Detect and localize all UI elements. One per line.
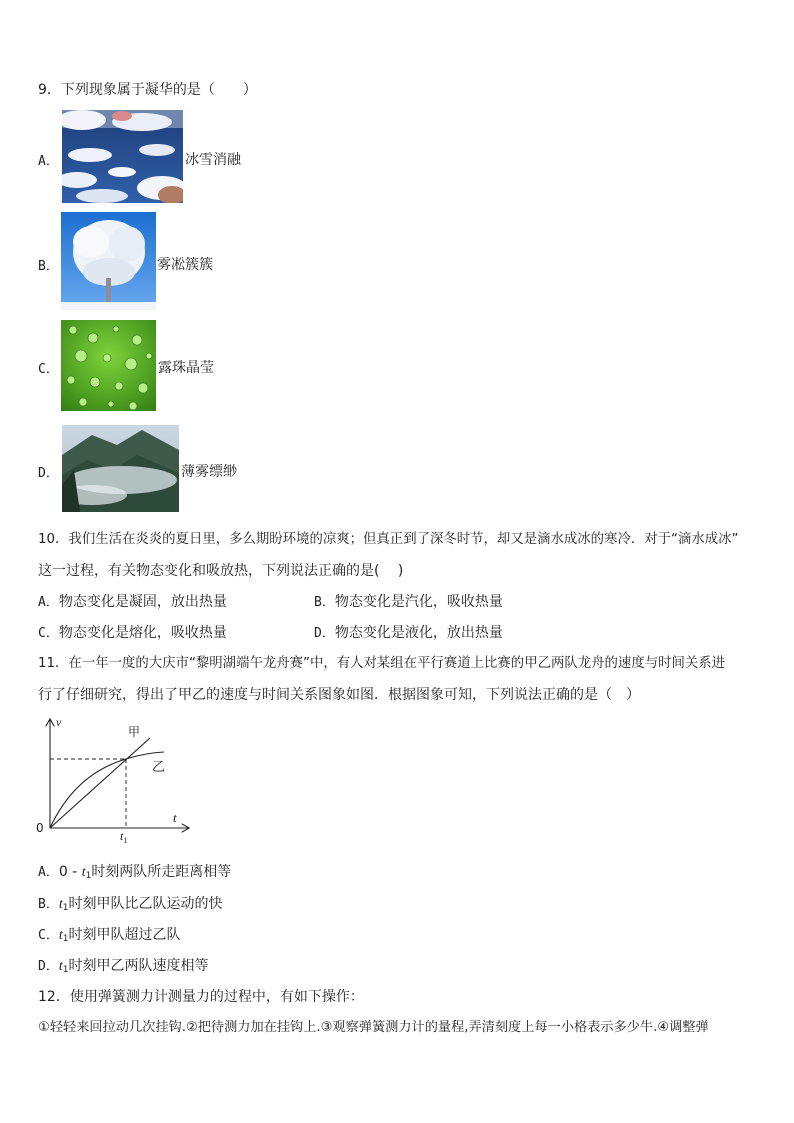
q11-option-b-t: t <box>58 897 63 912</box>
q10-option-c <box>38 623 227 644</box>
q11-option-b-label: B． <box>38 897 59 912</box>
q10-option-d-label: D． <box>314 626 335 641</box>
q9-option-a-text: 冰雪消融 <box>185 152 241 168</box>
q11-option-a <box>38 862 231 886</box>
q10-option-a-label: A． <box>38 595 59 610</box>
q9-option-a-label: A． <box>38 154 59 169</box>
q11-option-d-sub: 1 <box>62 965 69 975</box>
misty-mountain-image <box>62 425 179 512</box>
q11-option-c-text: 时刻甲队超过乙队 <box>68 927 181 943</box>
q10-option-b-text: 物态变化是汽化，吸收热量 <box>334 594 503 610</box>
q9-option-d-text: 薄雾缥缈 <box>181 464 237 480</box>
graph-origin-label: 0 <box>36 821 44 835</box>
q11-option-d-t: t <box>58 959 63 974</box>
dew-drops-leaf-image <box>61 320 156 411</box>
q9-option-c-text: 露珠晶莹 <box>158 360 214 376</box>
q10-option-d-text: 物态变化是液化，放出热量 <box>334 625 503 641</box>
q9-option-d-label: D． <box>38 466 59 481</box>
q11-option-a-t: t <box>81 865 86 880</box>
q10-option-a <box>38 592 227 613</box>
q9-option-b-label: B． <box>38 259 59 274</box>
curve-yi-curve <box>50 752 164 828</box>
graph-t1-sub: 1 <box>123 836 128 845</box>
q11-option-d <box>38 956 208 980</box>
q11-option-b-sub: 1 <box>62 903 69 913</box>
q11-option-b <box>38 894 222 918</box>
graph-x-label: t <box>173 810 177 825</box>
q11-option-c <box>38 925 180 949</box>
q11-option-d-label: D． <box>38 959 59 974</box>
rime-tree-image <box>61 212 156 310</box>
graph-yi-label: 乙 <box>152 760 166 775</box>
q11-option-a-label: A． <box>38 865 59 880</box>
q9-stem: 9．下列现象属于凝华的是（ ） <box>38 82 257 98</box>
q11-stem-line2: 行了仔细研究，得出了甲乙的速度与时间关系图象如图．根据图象可知，下列说法正确的是（ ） <box>38 687 640 703</box>
q10-option-a-text: 物态变化是凝固，放出热量 <box>58 594 227 610</box>
graph-jia-label: 甲 <box>128 725 141 739</box>
q12-stem: 12．使用弹簧测力计测量力的过程中，有如下操作： <box>38 989 364 1005</box>
q10-option-c-text: 物态变化是熔化，吸收热量 <box>58 625 227 641</box>
q11-option-a-text: 时刻两队所走距离相等 <box>91 864 232 880</box>
curve-jia-line <box>50 738 150 828</box>
melting-snow-image <box>62 110 183 203</box>
q11-option-c-sub: 1 <box>62 934 69 944</box>
velocity-time-graph <box>30 712 200 847</box>
q11-option-d-text: 时刻甲乙两队速度相等 <box>68 958 209 974</box>
q9-option-c-label: C． <box>38 362 59 377</box>
q11-option-a-sub: 1 <box>85 871 92 881</box>
q10-option-d <box>314 623 503 644</box>
q10-stem-line1: 10．我们生活在炎炎的夏日里，多么期盼环境的凉爽；但真正到了深冬时节，却又是滴水成冰的寒冷．对于“滴水成冰” <box>38 532 739 547</box>
q11-option-c-label: C． <box>38 928 59 943</box>
graph-y-label: v <box>56 715 62 729</box>
q9-option-b-text: 雾凇簇簇 <box>157 257 213 273</box>
q11-stem-line1: 11．在一年一度的大庆市“黎明湖端午龙舟赛”中，有人对某组在平行赛道上比赛的甲乙两队龙舟的速度与时间关系进 <box>38 656 726 671</box>
q12-line2: ①轻轻来回拉动几次挂钩.②把待测力加在挂钩上.③观察弹簧测力计的量程,弄清刻度上每一小格表示多少牛.④调整弹 <box>38 1020 709 1035</box>
q10-option-c-label: C． <box>38 626 59 641</box>
q10-stem-line2: 这一过程，有关物态变化和吸放热，下列说法正确的是( ) <box>38 563 404 579</box>
q11-option-c-t: t <box>58 928 63 943</box>
graph-t1-t: t <box>120 829 124 843</box>
q11-option-b-text: 时刻甲队比乙队运动的快 <box>68 896 223 912</box>
graph-t1-label <box>120 829 127 845</box>
q11-option-a-pre: 0 - <box>58 864 82 880</box>
q10-option-b-label: B． <box>314 595 335 610</box>
q10-option-b <box>314 592 503 613</box>
